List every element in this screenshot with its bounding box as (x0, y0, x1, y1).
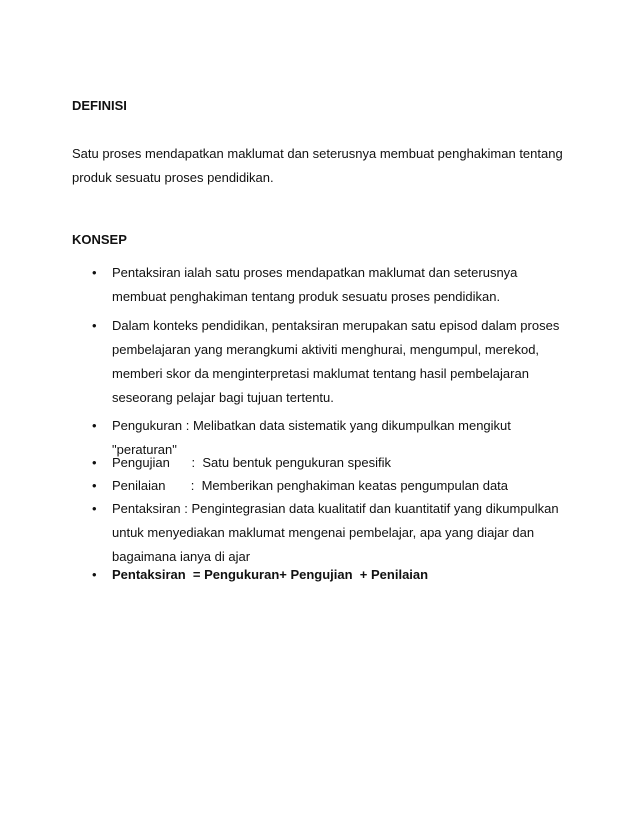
definisi-heading: DEFINISI (72, 98, 127, 113)
list-item-text: Pentaksiran ialah satu proses mendapatkan maklumat dan seterusnya membuat penghakiman tentang produk sesuatu proses pendidikan. (112, 265, 518, 304)
bullet-icon: • (92, 418, 97, 433)
bullet-icon: • (92, 265, 97, 280)
definisi-text: Satu proses mendapatkan maklumat dan seterusnya membuat penghakiman tentang produk sesuatu proses pendidikan. (72, 146, 563, 185)
list-item-text: Pentaksiran : Pengintegrasian data kualitatif dan kuantitatif yang dikumpulkan untuk menyediakan maklumat mengenai pembelajar, apa yang diajar dan bagaimana ianya di ajar (112, 501, 559, 564)
konsep-heading: KONSEP (72, 232, 127, 247)
list-item-text: Pengukuran : Melibatkan data sistematik yang dikumpulkan mengikut "peraturan" (112, 418, 511, 457)
bullet-icon: • (92, 318, 97, 333)
bullet-icon: • (92, 455, 97, 470)
formula-text: Pentaksiran = Pengukuran+ Pengujian + Penilaian (112, 567, 429, 582)
list-item-text: Penilaian : Memberikan penghakiman keatas pengumpulan data (112, 478, 509, 493)
bullet-icon: • (92, 478, 97, 493)
list-item-text: Dalam konteks pendidikan, pentaksiran merupakan satu episod dalam proses pembelajaran yang merangkumi aktiviti menghurai, mengumpul, merekod, memberi skor da menginterpretasi maklumat tentang hasil pembelajaran seseorang pelajar bagi tujuan tertentu. (112, 318, 560, 405)
bullet-icon: • (92, 501, 97, 516)
list-item-text: Pengujian : Satu bentuk pengukuran spesifik (112, 455, 391, 470)
bullet-icon: • (92, 567, 97, 582)
